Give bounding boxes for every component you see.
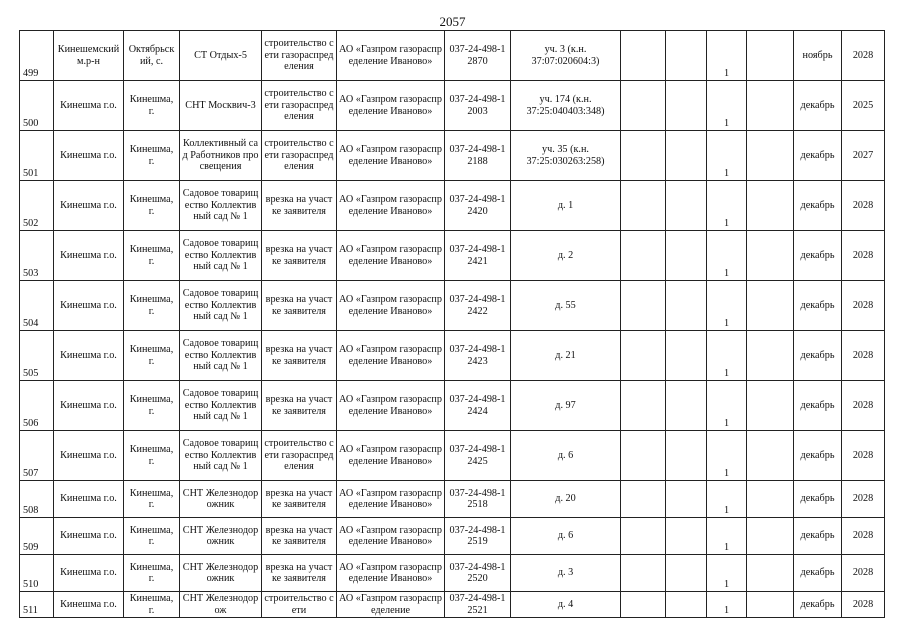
empty-cell bbox=[747, 592, 794, 618]
locality-cell: Кинешма, г. bbox=[124, 481, 180, 518]
organization-cell: АО «Газпром газораспределение Иваново» bbox=[337, 331, 445, 381]
empty-cell bbox=[747, 331, 794, 381]
table-row bbox=[20, 131, 885, 181]
empty-cell bbox=[747, 81, 794, 131]
page-number: 2057 bbox=[439, 14, 466, 29]
object-cell: СНТ Железнодорожник bbox=[180, 555, 262, 592]
empty-cell bbox=[666, 431, 707, 481]
object-cell: СНТ Железнодорож bbox=[180, 592, 262, 618]
year-cell: 2028 bbox=[842, 281, 885, 331]
organization-cell: АО «Газпром газораспределение Иваново» bbox=[337, 518, 445, 555]
district-cell: Кинешма г.о. bbox=[54, 331, 124, 381]
table-row bbox=[20, 381, 885, 431]
district-cell: Кинешма г.о. bbox=[54, 131, 124, 181]
empty-cell bbox=[666, 281, 707, 331]
count-cell: 1 bbox=[707, 31, 747, 81]
row-number: 509 bbox=[20, 518, 54, 555]
organization-cell: АО «Газпром газораспределение Иваново» bbox=[337, 181, 445, 231]
count-cell: 1 bbox=[707, 231, 747, 281]
organization-cell: АО «Газпром газораспределение bbox=[337, 592, 445, 618]
application-id-cell: 037-24-498-12520 bbox=[445, 555, 511, 592]
district-cell: Кинешма г.о. bbox=[54, 518, 124, 555]
row-number: 511 bbox=[20, 592, 54, 618]
district-cell: Кинешма г.о. bbox=[54, 481, 124, 518]
table-row bbox=[20, 281, 885, 331]
empty-cell bbox=[666, 592, 707, 618]
empty-cell bbox=[666, 555, 707, 592]
year-cell: 2028 bbox=[842, 31, 885, 81]
empty-cell bbox=[666, 31, 707, 81]
application-id-cell: 037-24-498-12423 bbox=[445, 331, 511, 381]
district-cell: Кинешма г.о. bbox=[54, 592, 124, 618]
year-cell: 2028 bbox=[842, 518, 885, 555]
month-cell: декабрь bbox=[794, 431, 842, 481]
empty-cell bbox=[747, 381, 794, 431]
count-cell: 1 bbox=[707, 281, 747, 331]
count-cell: 1 bbox=[707, 131, 747, 181]
district-cell: Кинешма г.о. bbox=[54, 281, 124, 331]
empty-cell bbox=[621, 31, 666, 81]
row-number: 499 bbox=[20, 31, 54, 81]
month-cell: декабрь bbox=[794, 131, 842, 181]
object-cell: СНТ Москвич-3 bbox=[180, 81, 262, 131]
count-cell: 1 bbox=[707, 555, 747, 592]
work-type-cell: врезка на участке заявителя bbox=[262, 518, 337, 555]
empty-cell bbox=[621, 518, 666, 555]
object-cell: Садовое товарищество Коллективный сад № 1 bbox=[180, 181, 262, 231]
row-number: 508 bbox=[20, 481, 54, 518]
row-number: 507 bbox=[20, 431, 54, 481]
object-cell: Садовое товарищество Коллективный сад № 1 bbox=[180, 381, 262, 431]
year-cell: 2027 bbox=[842, 131, 885, 181]
address-cell: д. 3 bbox=[511, 555, 621, 592]
work-type-cell: врезка на участке заявителя bbox=[262, 381, 337, 431]
work-type-cell: строительство сети bbox=[262, 592, 337, 618]
month-cell: декабрь bbox=[794, 331, 842, 381]
locality-cell: Кинешма, г. bbox=[124, 555, 180, 592]
empty-cell bbox=[747, 281, 794, 331]
month-cell: декабрь bbox=[794, 381, 842, 431]
address-cell: д. 55 bbox=[511, 281, 621, 331]
month-cell: декабрь bbox=[794, 555, 842, 592]
empty-cell bbox=[621, 381, 666, 431]
work-type-cell: строительство сети газораспределения bbox=[262, 31, 337, 81]
address-cell: д. 20 bbox=[511, 481, 621, 518]
gasification-schedule-table bbox=[19, 30, 885, 618]
address-cell: д. 1 bbox=[511, 181, 621, 231]
application-id-cell: 037-24-498-12870 bbox=[445, 31, 511, 81]
row-number: 500 bbox=[20, 81, 54, 131]
organization-cell: АО «Газпром газораспределение Иваново» bbox=[337, 231, 445, 281]
empty-cell bbox=[747, 431, 794, 481]
address-cell: уч. 174 (к.н. 37:25:040403:348) bbox=[511, 81, 621, 131]
table-row bbox=[20, 481, 885, 518]
year-cell: 2028 bbox=[842, 481, 885, 518]
row-number: 504 bbox=[20, 281, 54, 331]
year-cell: 2028 bbox=[842, 592, 885, 618]
table-row bbox=[20, 331, 885, 381]
month-cell: декабрь bbox=[794, 281, 842, 331]
empty-cell bbox=[621, 555, 666, 592]
object-cell: Коллективный сад Работников просвещения bbox=[180, 131, 262, 181]
month-cell: ноябрь bbox=[794, 31, 842, 81]
empty-cell bbox=[666, 481, 707, 518]
year-cell: 2028 bbox=[842, 231, 885, 281]
empty-cell bbox=[666, 331, 707, 381]
locality-cell: Кинешма, г. bbox=[124, 281, 180, 331]
count-cell: 1 bbox=[707, 592, 747, 618]
work-type-cell: врезка на участке заявителя bbox=[262, 281, 337, 331]
work-type-cell: строительство сети газораспределения bbox=[262, 131, 337, 181]
table-row bbox=[20, 592, 885, 618]
object-cell: СНТ Железнодорожник bbox=[180, 518, 262, 555]
table-row bbox=[20, 31, 885, 81]
address-cell: д. 97 bbox=[511, 381, 621, 431]
organization-cell: АО «Газпром газораспределение Иваново» bbox=[337, 431, 445, 481]
application-id-cell: 037-24-498-12425 bbox=[445, 431, 511, 481]
empty-cell bbox=[621, 331, 666, 381]
table-row bbox=[20, 181, 885, 231]
work-type-cell: врезка на участке заявителя bbox=[262, 481, 337, 518]
count-cell: 1 bbox=[707, 181, 747, 231]
year-cell: 2028 bbox=[842, 555, 885, 592]
address-cell: д. 4 bbox=[511, 592, 621, 618]
empty-cell bbox=[621, 592, 666, 618]
empty-cell bbox=[621, 181, 666, 231]
work-type-cell: строительство сети газораспределения bbox=[262, 81, 337, 131]
district-cell: Кинешма г.о. bbox=[54, 181, 124, 231]
locality-cell: Кинешма, г. bbox=[124, 518, 180, 555]
row-number: 503 bbox=[20, 231, 54, 281]
empty-cell bbox=[621, 431, 666, 481]
address-cell: д. 6 bbox=[511, 431, 621, 481]
object-cell: СТ Отдых-5 bbox=[180, 31, 262, 81]
row-number: 505 bbox=[20, 331, 54, 381]
empty-cell bbox=[666, 231, 707, 281]
district-cell: Кинешма г.о. bbox=[54, 231, 124, 281]
locality-cell: Кинешма, г. bbox=[124, 381, 180, 431]
work-type-cell: врезка на участке заявителя bbox=[262, 331, 337, 381]
table-row bbox=[20, 518, 885, 555]
address-cell: уч. 35 (к.н. 37:25:030263:258) bbox=[511, 131, 621, 181]
table-row bbox=[20, 231, 885, 281]
empty-cell bbox=[666, 181, 707, 231]
organization-cell: АО «Газпром газораспределение Иваново» bbox=[337, 555, 445, 592]
application-id-cell: 037-24-498-12424 bbox=[445, 381, 511, 431]
empty-cell bbox=[747, 518, 794, 555]
table-row bbox=[20, 431, 885, 481]
application-id-cell: 037-24-498-12521 bbox=[445, 592, 511, 618]
application-id-cell: 037-24-498-12003 bbox=[445, 81, 511, 131]
empty-cell bbox=[666, 131, 707, 181]
year-cell: 2028 bbox=[842, 181, 885, 231]
count-cell: 1 bbox=[707, 481, 747, 518]
month-cell: декабрь bbox=[794, 81, 842, 131]
object-cell: СНТ Железнодорожник bbox=[180, 481, 262, 518]
count-cell: 1 bbox=[707, 381, 747, 431]
empty-cell bbox=[666, 81, 707, 131]
organization-cell: АО «Газпром газораспределение Иваново» bbox=[337, 381, 445, 431]
district-cell: Кинешма г.о. bbox=[54, 555, 124, 592]
month-cell: декабрь bbox=[794, 231, 842, 281]
year-cell: 2028 bbox=[842, 381, 885, 431]
locality-cell: Кинешма, г. bbox=[124, 231, 180, 281]
district-cell: Кинешемский м.р-н bbox=[54, 31, 124, 81]
count-cell: 1 bbox=[707, 518, 747, 555]
work-type-cell: строительство сети газораспределения bbox=[262, 431, 337, 481]
application-id-cell: 037-24-498-12420 bbox=[445, 181, 511, 231]
object-cell: Садовое товарищество Коллективный сад № 1 bbox=[180, 281, 262, 331]
locality-cell: Кинешма, г. bbox=[124, 431, 180, 481]
organization-cell: АО «Газпром газораспределение Иваново» bbox=[337, 81, 445, 131]
object-cell: Садовое товарищество Коллективный сад № 1 bbox=[180, 231, 262, 281]
empty-cell bbox=[666, 518, 707, 555]
application-id-cell: 037-24-498-12188 bbox=[445, 131, 511, 181]
count-cell: 1 bbox=[707, 431, 747, 481]
address-cell: д. 21 bbox=[511, 331, 621, 381]
district-cell: Кинешма г.о. bbox=[54, 381, 124, 431]
empty-cell bbox=[747, 181, 794, 231]
empty-cell bbox=[621, 231, 666, 281]
locality-cell: Октябрьский, с. bbox=[124, 31, 180, 81]
application-id-cell: 037-24-498-12421 bbox=[445, 231, 511, 281]
empty-cell bbox=[621, 281, 666, 331]
organization-cell: АО «Газпром газораспределение Иваново» bbox=[337, 131, 445, 181]
empty-cell bbox=[747, 131, 794, 181]
district-cell: Кинешма г.о. bbox=[54, 81, 124, 131]
application-id-cell: 037-24-498-12519 bbox=[445, 518, 511, 555]
locality-cell: Кинешма, г. bbox=[124, 131, 180, 181]
empty-cell bbox=[747, 231, 794, 281]
empty-cell bbox=[747, 555, 794, 592]
work-type-cell: врезка на участке заявителя bbox=[262, 231, 337, 281]
district-cell: Кинешма г.о. bbox=[54, 431, 124, 481]
table-row bbox=[20, 81, 885, 131]
locality-cell: Кинешма, г. bbox=[124, 331, 180, 381]
month-cell: декабрь bbox=[794, 592, 842, 618]
empty-cell bbox=[747, 481, 794, 518]
month-cell: декабрь bbox=[794, 481, 842, 518]
object-cell: Садовое товарищество Коллективный сад № 1 bbox=[180, 431, 262, 481]
empty-cell bbox=[621, 131, 666, 181]
count-cell: 1 bbox=[707, 331, 747, 381]
row-number: 501 bbox=[20, 131, 54, 181]
locality-cell: Кинешма, г. bbox=[124, 592, 180, 618]
count-cell: 1 bbox=[707, 81, 747, 131]
organization-cell: АО «Газпром газораспределение Иваново» bbox=[337, 281, 445, 331]
year-cell: 2028 bbox=[842, 431, 885, 481]
row-number: 502 bbox=[20, 181, 54, 231]
address-cell: д. 6 bbox=[511, 518, 621, 555]
month-cell: декабрь bbox=[794, 181, 842, 231]
organization-cell: АО «Газпром газораспределение Иваново» bbox=[337, 31, 445, 81]
empty-cell bbox=[747, 31, 794, 81]
work-type-cell: врезка на участке заявителя bbox=[262, 181, 337, 231]
year-cell: 2028 bbox=[842, 331, 885, 381]
organization-cell: АО «Газпром газораспределение Иваново» bbox=[337, 481, 445, 518]
year-cell: 2025 bbox=[842, 81, 885, 131]
row-number: 506 bbox=[20, 381, 54, 431]
row-number: 510 bbox=[20, 555, 54, 592]
application-id-cell: 037-24-498-12422 bbox=[445, 281, 511, 331]
locality-cell: Кинешма, г. bbox=[124, 181, 180, 231]
empty-cell bbox=[666, 381, 707, 431]
table-row bbox=[20, 555, 885, 592]
address-cell: д. 2 bbox=[511, 231, 621, 281]
address-cell: уч. 3 (к.н. 37:07:020604:3) bbox=[511, 31, 621, 81]
month-cell: декабрь bbox=[794, 518, 842, 555]
empty-cell bbox=[621, 481, 666, 518]
empty-cell bbox=[621, 81, 666, 131]
work-type-cell: врезка на участке заявителя bbox=[262, 555, 337, 592]
object-cell: Садовое товарищество Коллективный сад № 1 bbox=[180, 331, 262, 381]
application-id-cell: 037-24-498-12518 bbox=[445, 481, 511, 518]
locality-cell: Кинешма, г. bbox=[124, 81, 180, 131]
